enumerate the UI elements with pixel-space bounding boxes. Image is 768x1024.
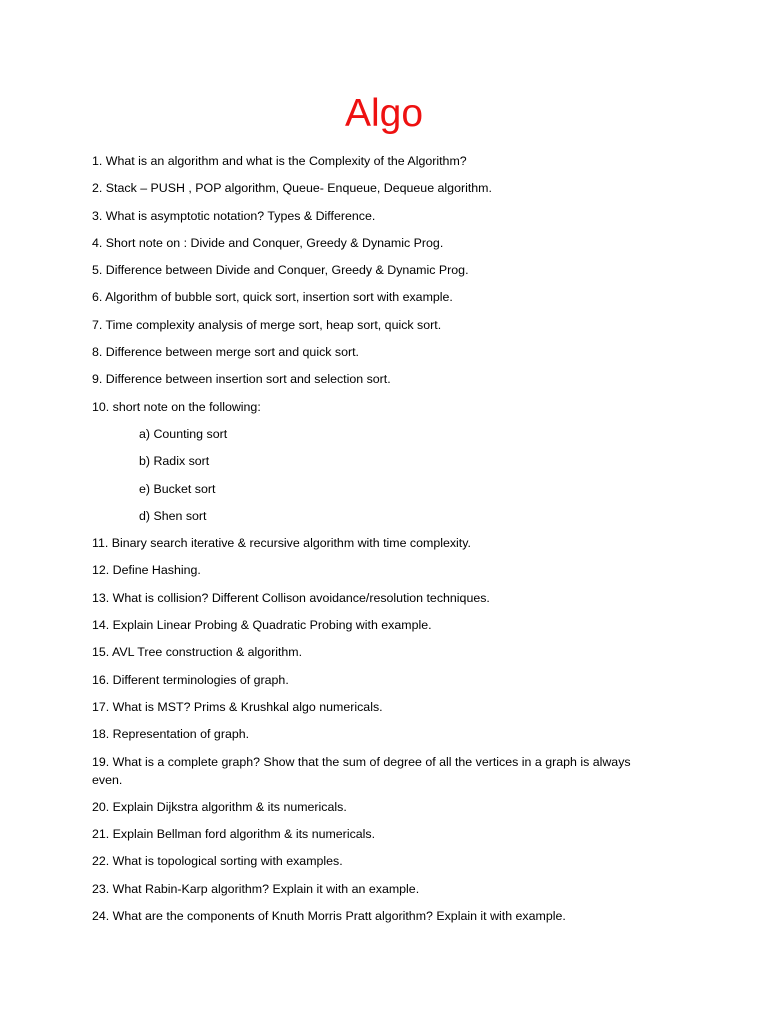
list-item: 6. Algorithm of bubble sort, quick sort, insertion sort with example. [92,290,453,305]
list-item: 21. Explain Bellman ford algorithm & its numericals. [92,827,376,842]
list-item: 1. What is an algorithm and what is the Complexity of the Algorithm? [92,154,467,168]
list-item: 5. Difference between Divide and Conquer, Greedy & Dynamic Prog. [92,263,469,278]
list-item: 13. What is collision? Different Collison avoidance/resolution techniques. [92,590,490,605]
list-item: 3. What is asymptotic notation? Types & Difference. [92,208,376,223]
list-item: 10. short note on the following: [92,399,261,414]
sub-list-item: a) Counting sort [139,426,228,441]
sub-list-item: d) Shen sort [139,508,207,523]
list-item: 4. Short note on : Divide and Conquer, Greedy & Dynamic Prog. [92,235,444,250]
list-item: 11. Binary search iterative & recursive algorithm with time complexity. [92,536,471,551]
list-item: 9. Difference between insertion sort and selection sort. [92,372,391,387]
list-item: 20. Explain Dijkstra algorithm & its numericals. [92,799,347,814]
question-list [92,152,672,934]
sub-list-item: b) Radix sort [139,454,210,469]
list-item: 18. Representation of graph. [92,727,250,742]
list-item: 14. Explain Linear Probing & Quadratic Probing with example. [92,618,432,633]
list-item: 24. What are the components of Knuth Morris Pratt algorithm? Explain it with example. [92,909,566,924]
list-item: 16. Different terminologies of graph. [92,672,289,687]
page-title: Algo [344,92,424,135]
list-item: 8. Difference between merge sort and quick sort. [92,345,359,360]
list-item: 19. What is a complete graph? Show that the sum of degree of all the vertices in a graph is always even. [92,754,631,787]
list-item: 22. What is topological sorting with examples. [92,854,343,869]
list-item: 15. AVL Tree construction & algorithm. [92,645,303,660]
list-item: 17. What is MST? Prims & Krushkal algo numericals. [92,699,383,714]
list-item: 12. Define Hashing. [92,563,201,578]
list-item: 23. What Rabin-Karp algorithm? Explain it with an example. [92,881,420,896]
sub-list-item: e) Bucket sort [139,481,216,496]
list-item: 7. Time complexity analysis of merge sort, heap sort, quick sort. [92,317,442,332]
list-item: 2. Stack – PUSH , POP algorithm, Queue- Enqueue, Dequeue algorithm. [92,181,492,196]
